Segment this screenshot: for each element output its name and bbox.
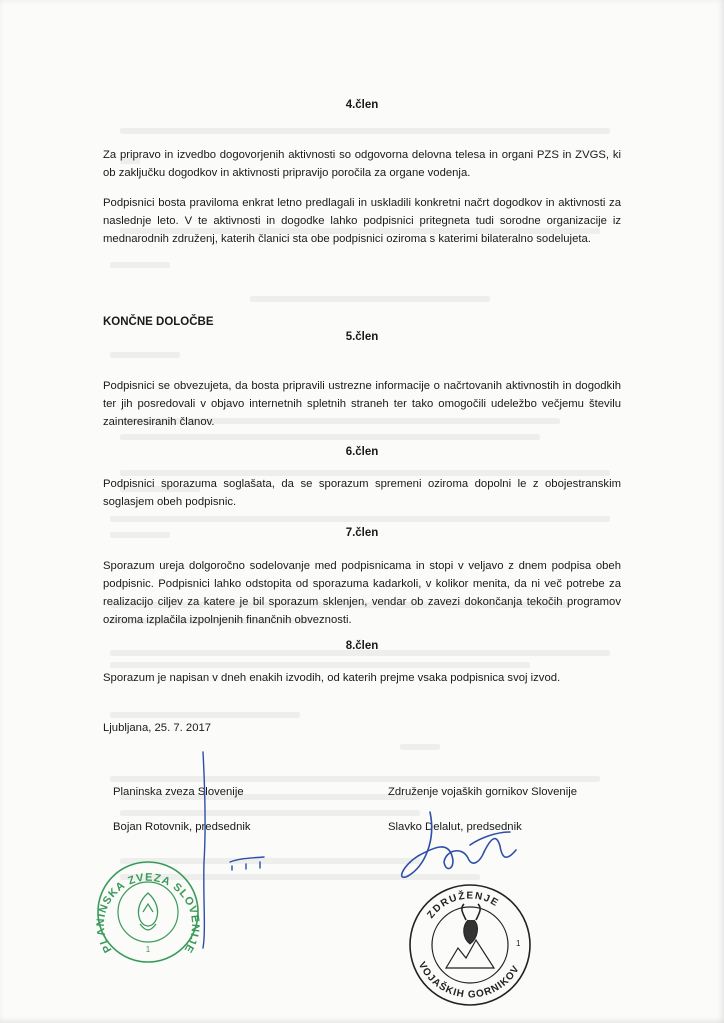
- right-signatory-org: Združenje vojaških gornikov Slovenije: [388, 786, 578, 798]
- article-7-paragraph-1: Sporazum ureja dolgoročno sodelovanje med podpisnicama in stopi v veljavo z dnem podpisa obeh podpisnic. Podpisnici lahko odstopita od sporazuma kadarkoli, v kolikor menita, da ni več potrebe za realizacijo ciljev za katere je bil sporazum sklenjen, vendar ob zavezi dokončanja tekočih programov oziroma izplačila izpolnjenih finančnih obveznosti.: [103, 560, 621, 626]
- left-signatory-person: Bojan Rotovnik, predsednik: [113, 821, 251, 833]
- right-stamp: [410, 885, 530, 1005]
- right-stamp-text-top: ZDRUŽENJE: [425, 890, 501, 921]
- article-4-paragraph-1: Za pripravo in izvedbo dogovorjenih aktivnosti so odgovorna delovna telesa in organi PZS in ZVGS, ki ob zaključku dogodkov in aktivnosti pripravijo poročila za organe vodenja.: [103, 149, 621, 179]
- article-4-paragraph-2: Podpisnici bosta praviloma enkrat letno predlagali in uskladili konkretni načrt dogodkov in aktivnosti za naslednje leto. V te aktivnosti in dogodke lahko podpisnici pritegneta tudi sorodne organizacije iz mednarodnih združenj, katerih članici sta obe podpisnici oziroma s katerimi bilateralno sodelujeta.: [103, 197, 621, 245]
- section-title: KONČNE DOLOČBE: [103, 316, 214, 328]
- article-7-heading: 7.člen: [345, 527, 379, 539]
- article-4-heading: 4.člen: [345, 99, 379, 111]
- article-6-heading: 6.člen: [345, 446, 379, 458]
- right-stamp-text-bottom: VOJAŠKIH GORNIKOV: [415, 960, 523, 1001]
- article-8-paragraph-1: Sporazum je napisan v dneh enakih izvodih, od katerih prejme vsaka podpisnica svoj izvod.: [103, 672, 561, 684]
- left-stamp-number: 1: [145, 945, 151, 954]
- left-signatory-org: Planinska zveza Slovenije: [113, 786, 244, 798]
- svg-text:VOJAŠKIH GORNIKOV: [416, 960, 522, 1000]
- right-signature: [402, 812, 516, 877]
- left-stamp-text: PLANINSKA ZVEZA SLOVENIJE: [94, 871, 202, 956]
- right-signatory-person: Slavko Delalut, predsednik: [388, 821, 522, 833]
- article-8-heading: 8.člen: [345, 640, 379, 652]
- article-5-heading: 5.člen: [345, 331, 379, 343]
- article-6-paragraph-1: Podpisnici sporazuma soglašata, da se sporazum spremeni oziroma dopolni le z obojestranskim soglasjem obeh podpisnic.: [103, 478, 621, 508]
- article-5-paragraph-1: Podpisnici se obvezujeta, da bosta pripravili ustrezne informacije o načrtovanih aktivnostih in dogodkih ter jih posredovali v objavo internetnih spletnih straneh ter tako omogočili udeležbo večjemu številu zainteresiranih članov.: [103, 380, 621, 428]
- svg-text:PLANINSKA ZVEZA SLOVENIJE: [95, 872, 201, 956]
- left-signature: [203, 752, 264, 948]
- right-stamp-number: 1: [516, 939, 521, 948]
- left-stamp: [95, 862, 201, 962]
- place-and-date: Ljubljana, 25. 7. 2017: [103, 722, 212, 734]
